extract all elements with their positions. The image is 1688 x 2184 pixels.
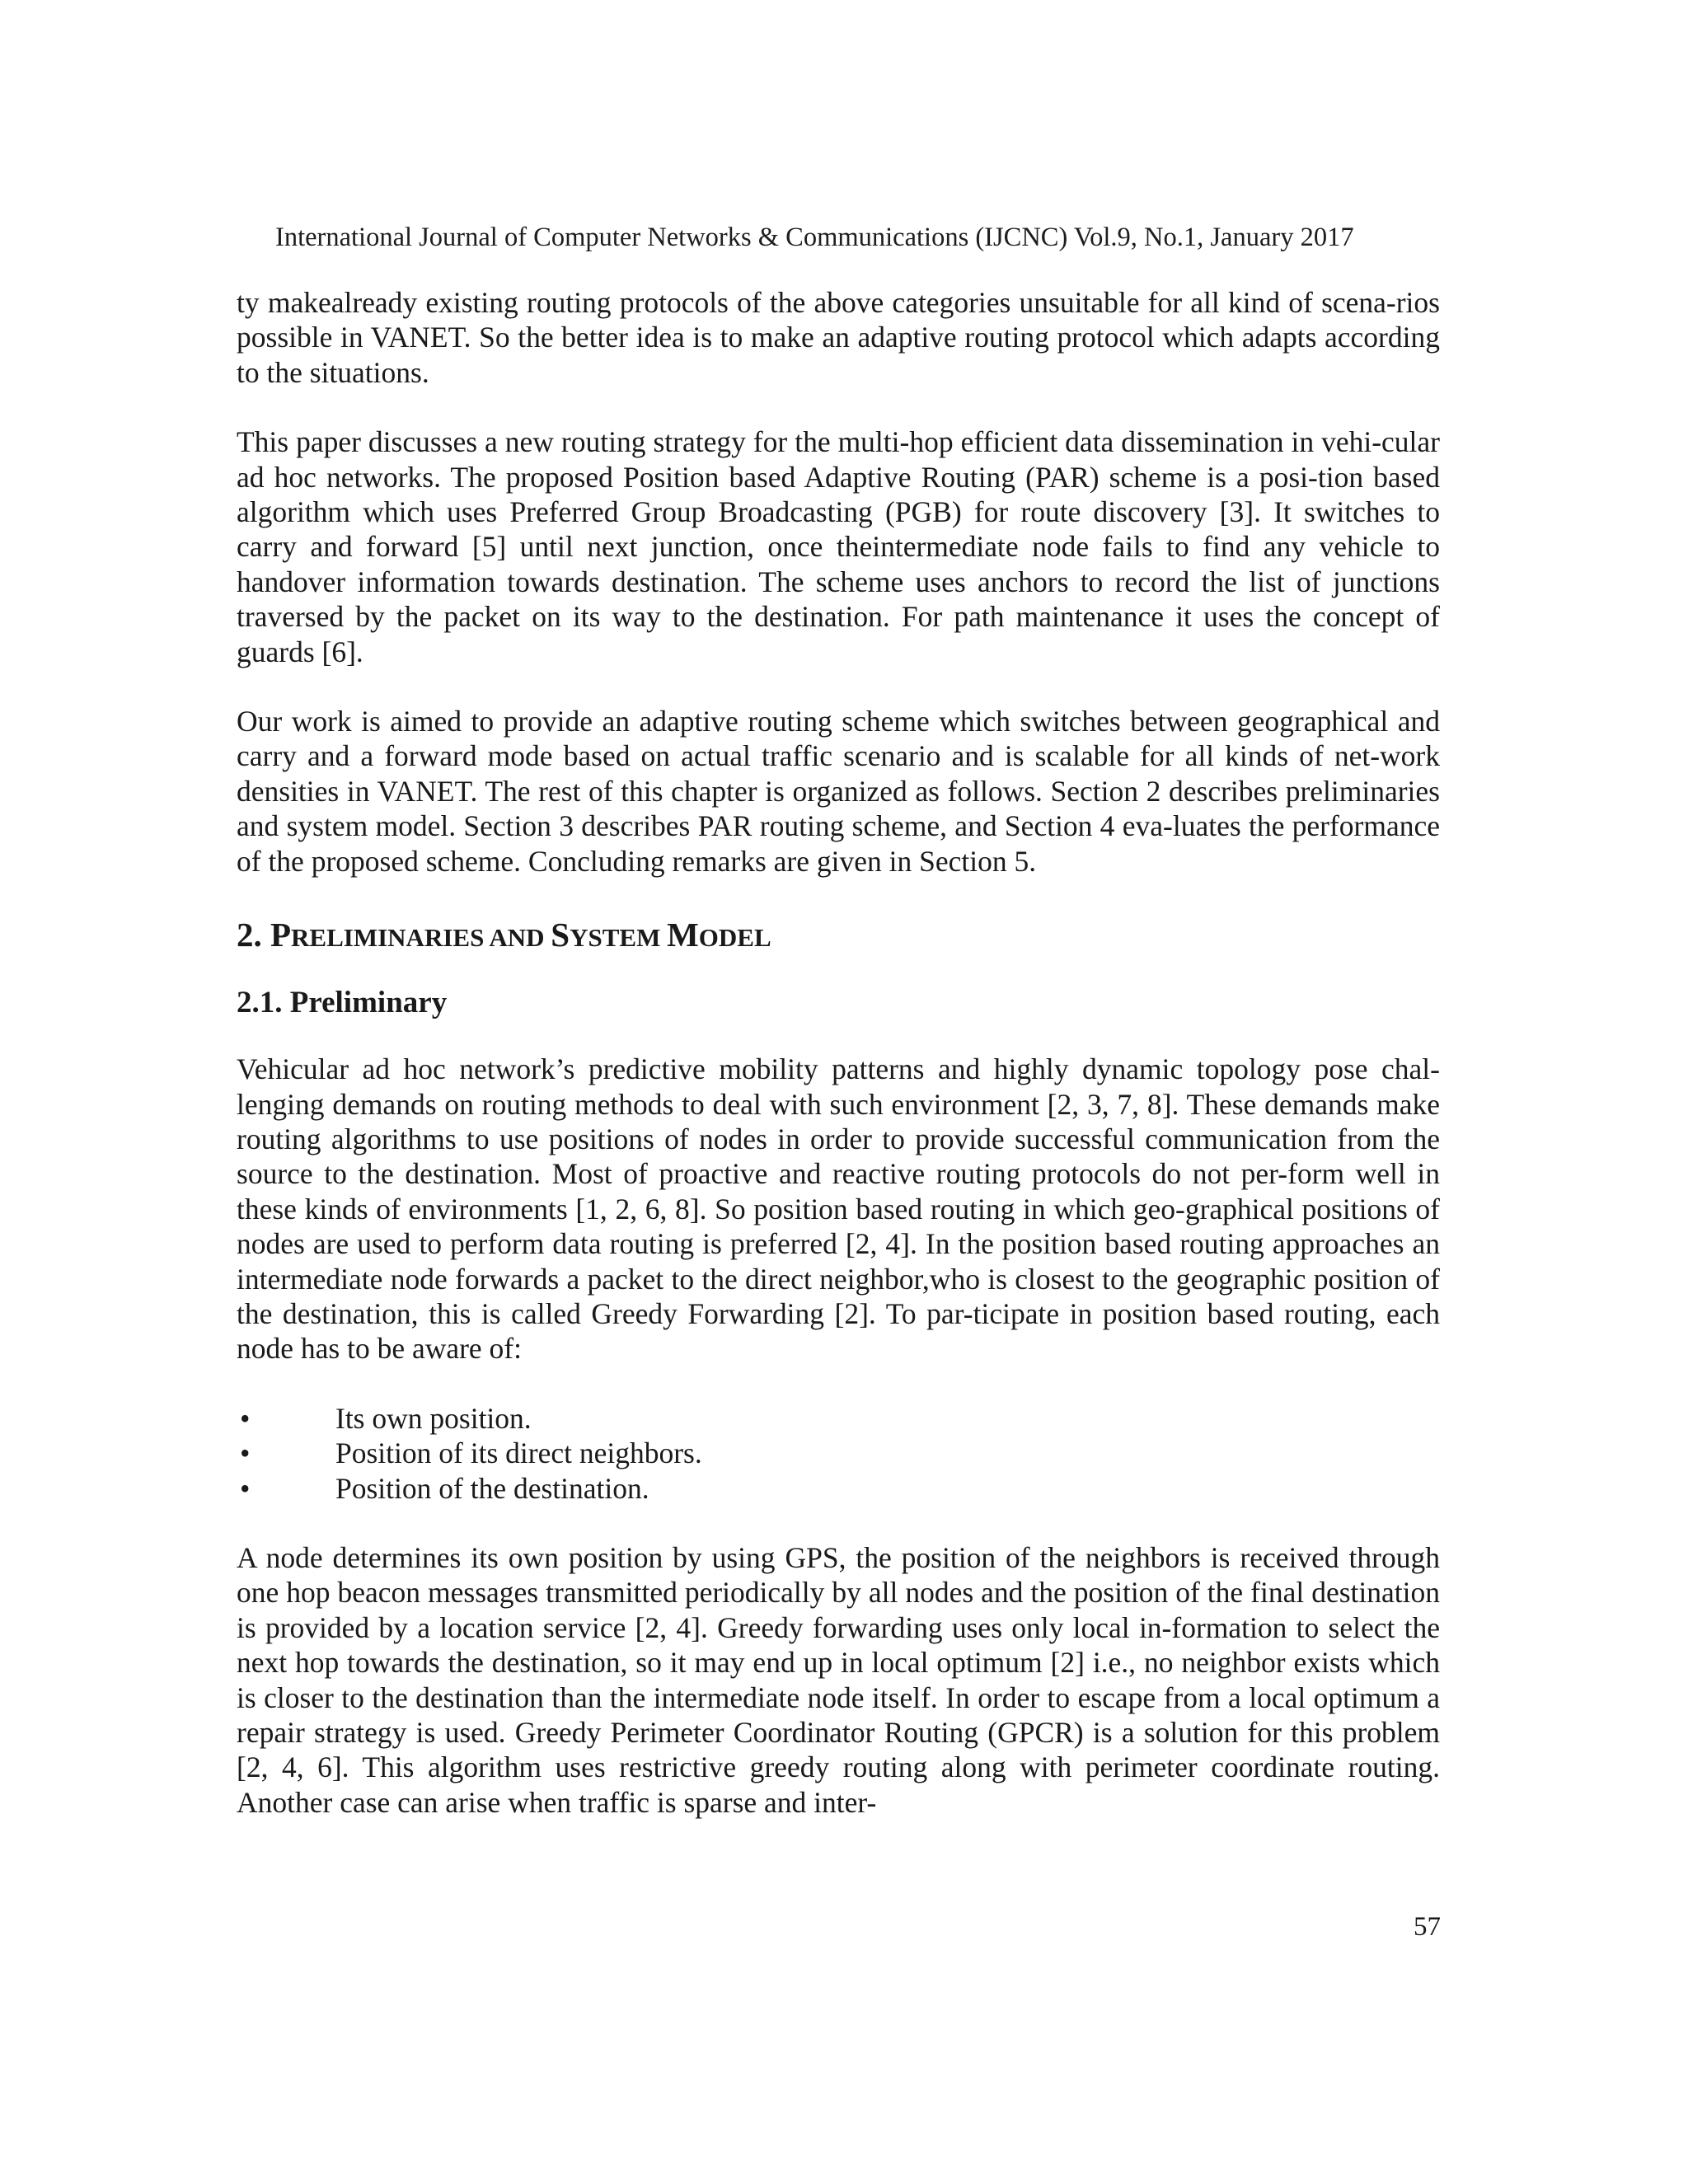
list-item [237,1401,1440,1436]
section-title-part: S [551,916,570,954]
list-item-text: Position of the destination. [335,1471,649,1505]
bullet-icon: • [240,1471,251,1505]
list-item [237,1436,1440,1470]
paragraph-greedy-forwarding: A node determines its own position by using GPS, the position of the neighbors is received through one hop beacon messages transmitted periodically by all nodes and the position of the final destination is provided by a location service [2, 4]. Greedy forwarding uses only local in-formation to select the next hop towards the destination, so it may end up in local optimum [2] i.e., no neighbor exists which is closer to the destination than the intermediate node itself. In order to escape from a local optimum a repair strategy is used. Greedy Perimeter Coordinator Routing (GPCR) is a solution for this problem [2, 4, 6]. This algorithm uses restrictive greedy routing along with perimeter coordinate routing. Another case can arise when traffic is sparse and inter- [237,1540,1440,1819]
section-title-part: ODEL [698,923,771,953]
requirements-list [237,1401,1440,1506]
paragraph-position-based-routing: Vehicular ad hoc network’s predictive mobility patterns and highly dynamic topology pose chal-lenging demands on routing methods to deal with such environment [2, 3, 7, 8]. These demands make routing algorithms to use positions of nodes in order to provide successful communication from the source to the destination. Most of proactive and reactive routing protocols do not per-form well in these kinds of environments [1, 2, 6, 8]. So position based routing in which geo-graphical positions of nodes are used to perform data routing is preferred [2, 4]. In the position based routing approaches an intermediate node forwards a packet to the direct neighbor,who is closest to the geographic position of the destination, this is called Greedy Forwarding [2]. To par-ticipate in position based routing, each node has to be aware of: [237,1052,1440,1366]
section-title-part: P [270,916,292,954]
section-title-part: M [667,916,699,954]
paragraph-intro-continuation: ty makealready existing routing protocols of the above categories unsuitable for all kind of scena-rios possible in VANET. So the better idea is to make an adaptive routing protocol which adapts according to the situations. [237,286,1440,389]
section-title-part: YSTEM [570,923,668,953]
page-body [237,285,1440,1854]
paragraph-paper-organization: Our work is aimed to provide an adaptive routing scheme which switches between geographical and carry and a forward mode based on actual traffic scenario and is scalable for all kinds of net-work densities in VANET. The rest of this chapter is organized as follows. Section 2 describes preliminaries and system model. Section 3 describes PAR routing scheme, and Section 4 eva-luates the performance of the proposed scheme. Concluding remarks are given in Section 5. [237,705,1440,878]
running-header: International Journal of Computer Networks & Communications (IJCNC) Vol.9, No.1, January 2017 [275,223,1354,252]
section-title-part: RELIMINARIES AND [291,923,551,953]
section-heading [237,913,1440,959]
list-item-text: Position of its direct neighbors. [335,1436,702,1470]
bullet-icon: • [240,1436,251,1470]
paragraph-par-scheme: This paper discusses a new routing strategy for the multi-hop efficient data dissemination in vehi-cular ad hoc networks. The proposed Position based Adaptive Routing (PAR) scheme is a posi-tion based algorithm which uses Preferred Group Broadcasting (PGB) for route discovery [3]. It switches to carry and forward [5] until next junction, once theintermediate node fails to find any vehicle to handover information towards destination. The scheme uses anchors to record the list of junctions traversed by the packet on its way to the destination. For path maintenance it uses the concept of guards [6]. [237,425,1440,668]
list-item [237,1471,1440,1506]
page-number: 57 [1414,1912,1441,1942]
subsection-heading: 2.1. Preliminary [237,986,448,1020]
list-item-text: Its own position. [335,1401,532,1435]
section-number: 2. [237,916,262,954]
bullet-icon: • [240,1401,251,1435]
